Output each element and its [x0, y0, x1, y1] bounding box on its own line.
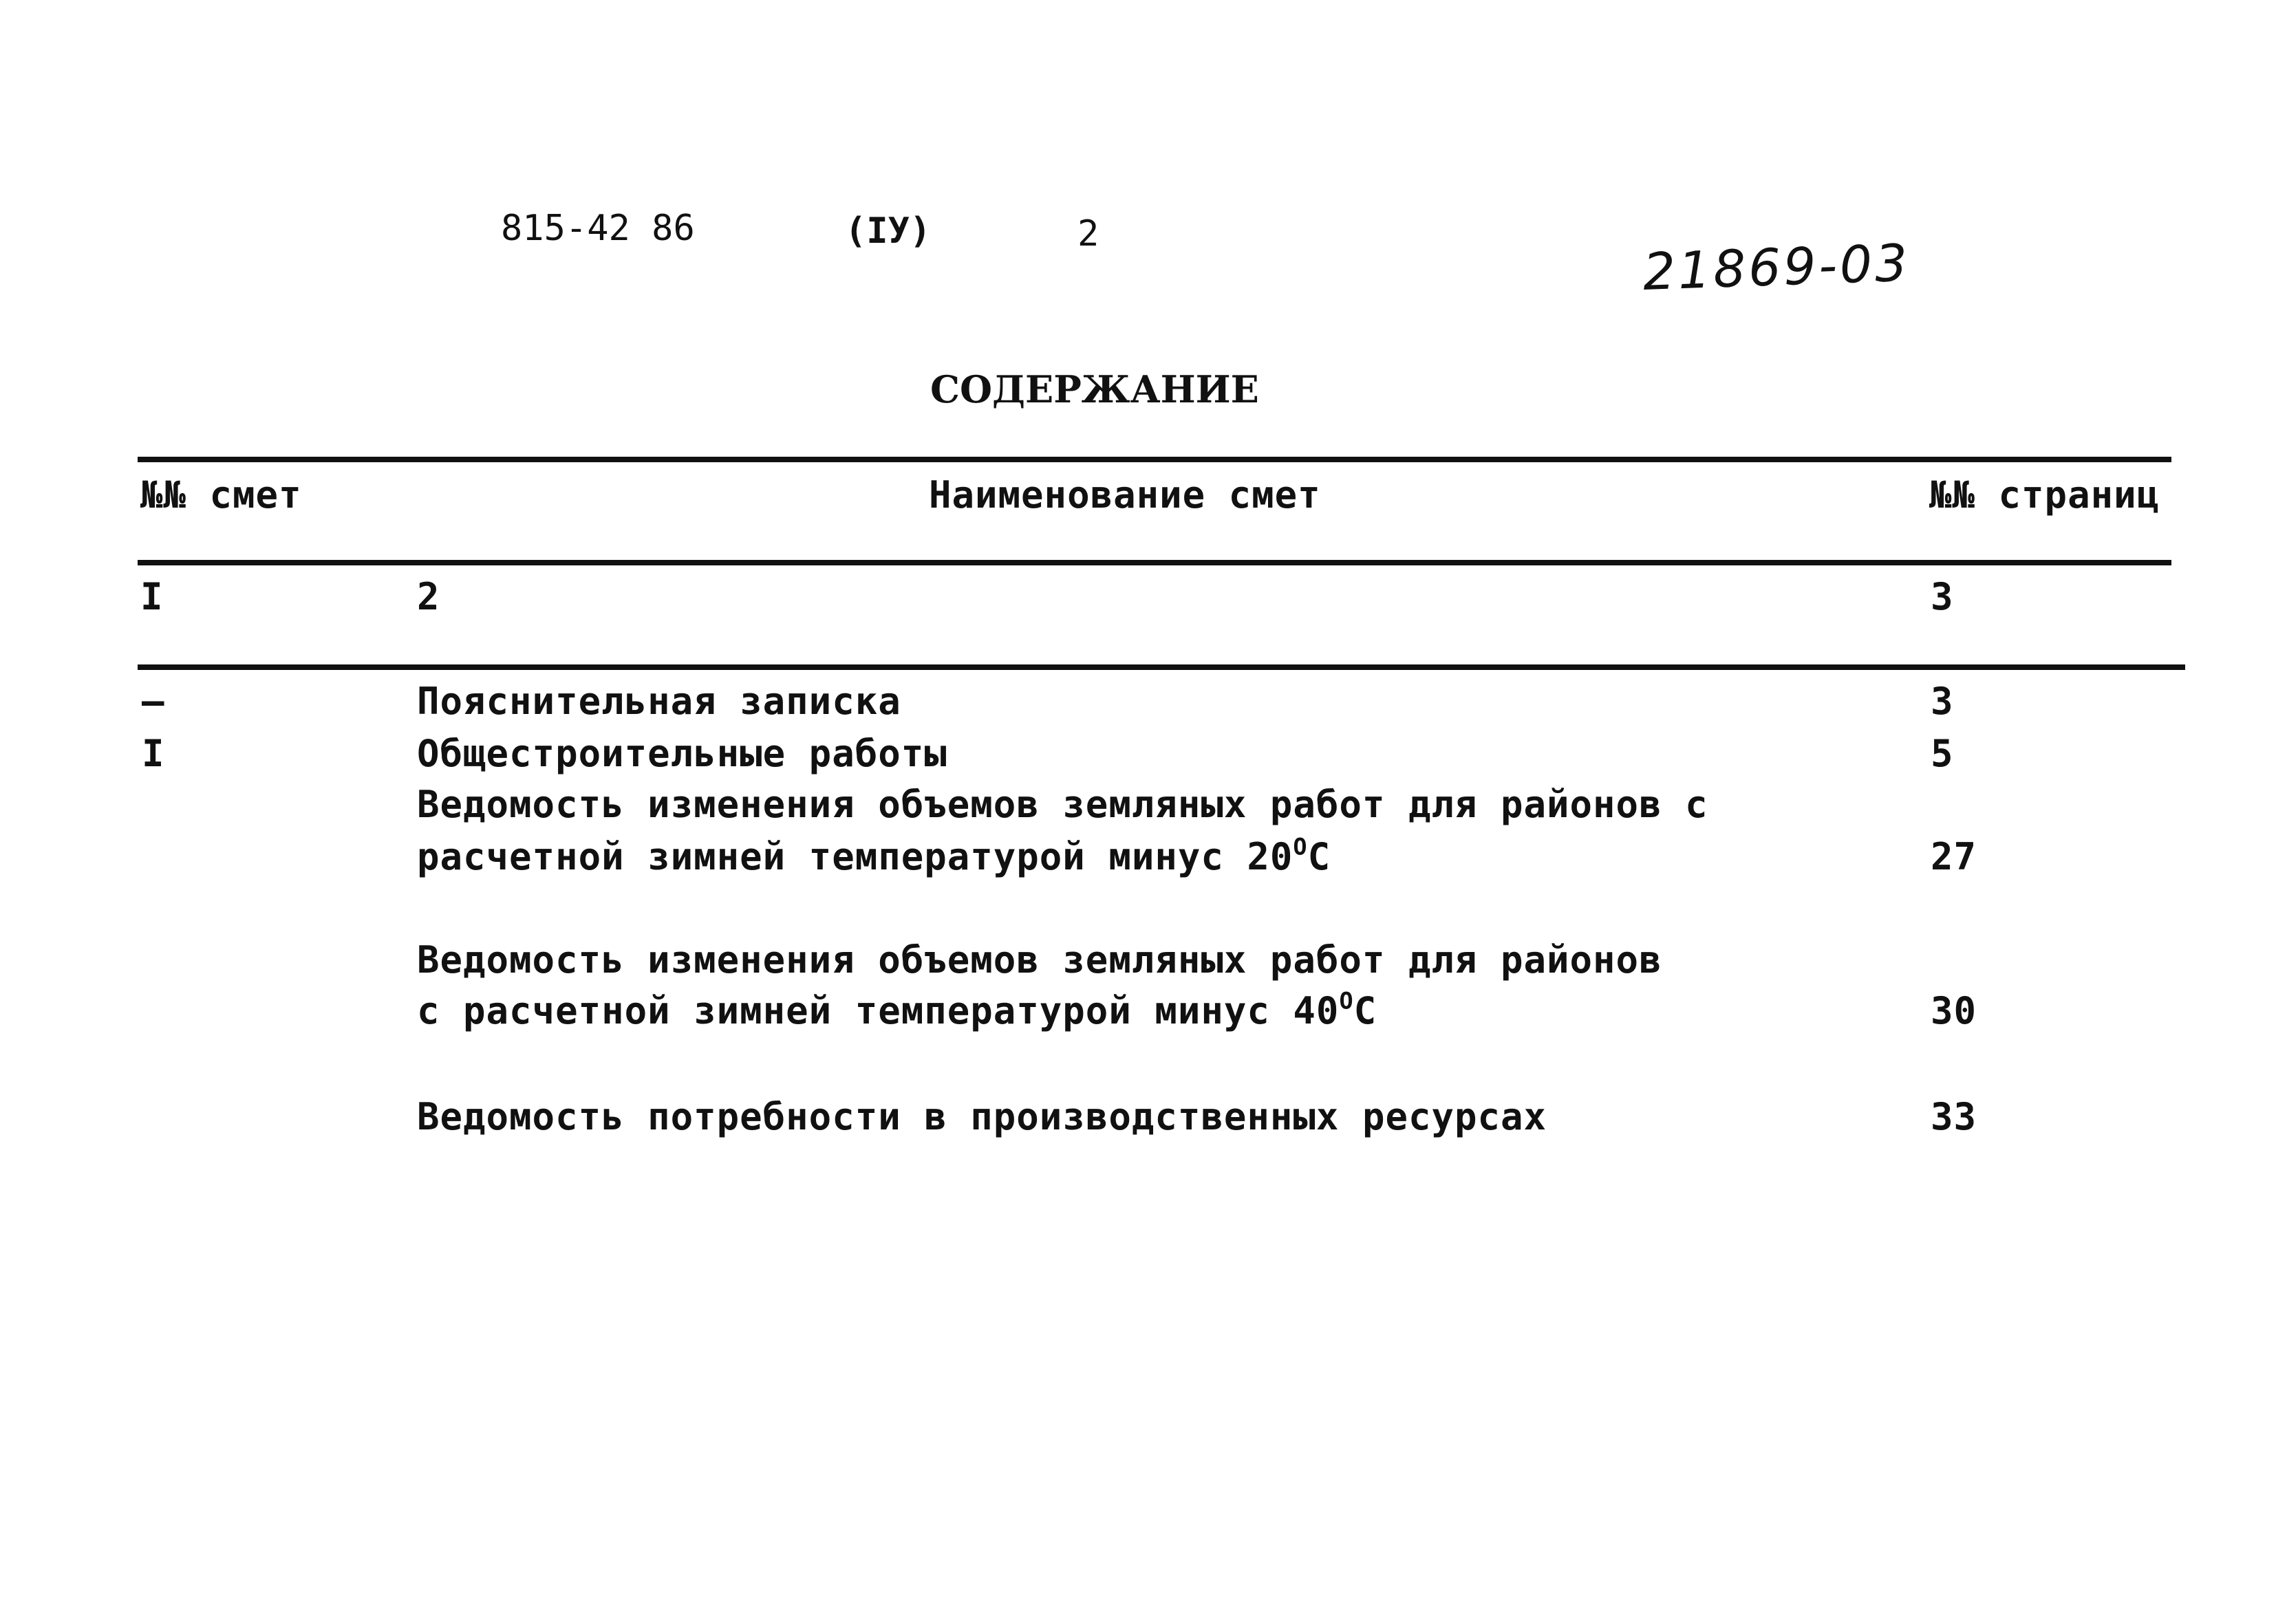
degree-mark: O	[1339, 987, 1354, 1015]
table-row-3-page: 27	[1931, 835, 1977, 878]
table-row-3-name-text: расчетной зимней температурой минус 20	[417, 835, 1293, 878]
table-body-rule	[138, 664, 2185, 670]
table-row-3-name-line-2	[417, 835, 1331, 879]
table-row-1-page: 3	[1931, 680, 1954, 723]
document-code: 815-42 86	[501, 208, 695, 249]
degree-mark: O	[1293, 833, 1308, 860]
table-row-1-name: Пояснительная записка	[417, 680, 901, 723]
column-header-page-no: №№ страниц	[1929, 473, 2160, 517]
table-header-rule	[138, 560, 2171, 565]
column-header-estimate-name: Наименование смет	[929, 473, 1321, 517]
table-row-4-page: 30	[1931, 989, 1977, 1032]
table-row-2-name: Общестроительные работы	[417, 732, 947, 775]
volume-label: (IУ)	[845, 210, 932, 252]
handwritten-number: 21869-03	[1642, 233, 1911, 302]
column-number-1: I	[140, 575, 164, 618]
celsius-unit: C	[1353, 989, 1377, 1032]
table-row-1-no: –	[142, 680, 165, 723]
column-number-3: 3	[1931, 575, 1954, 618]
table-row-4-name-line-1: Ведомость изменения объемов земляных работ для районов	[417, 938, 1662, 982]
table-row-2-no: I	[142, 732, 165, 775]
table-row-4-name-text: с расчетной зимней температурой минус 40	[417, 989, 1340, 1032]
page-title: СОДЕРЖАНИЕ	[930, 367, 1259, 411]
table-top-rule	[138, 457, 2171, 462]
table-row-5-name: Ведомость потребности в производственных ресурсах	[417, 1095, 1547, 1138]
column-number-2: 2	[417, 575, 440, 618]
page-number: 2	[1077, 213, 1099, 255]
table-row-4-name-line-2	[417, 989, 1377, 1033]
column-header-estimate-no: №№ смет	[140, 473, 302, 517]
table-row-2-page: 5	[1931, 732, 1954, 775]
table-row-3-name-line-1: Ведомость изменения объемов земляных работ для районов с	[417, 783, 1708, 826]
celsius-unit: C	[1307, 835, 1331, 878]
table-row-5-page: 33	[1931, 1095, 1977, 1138]
